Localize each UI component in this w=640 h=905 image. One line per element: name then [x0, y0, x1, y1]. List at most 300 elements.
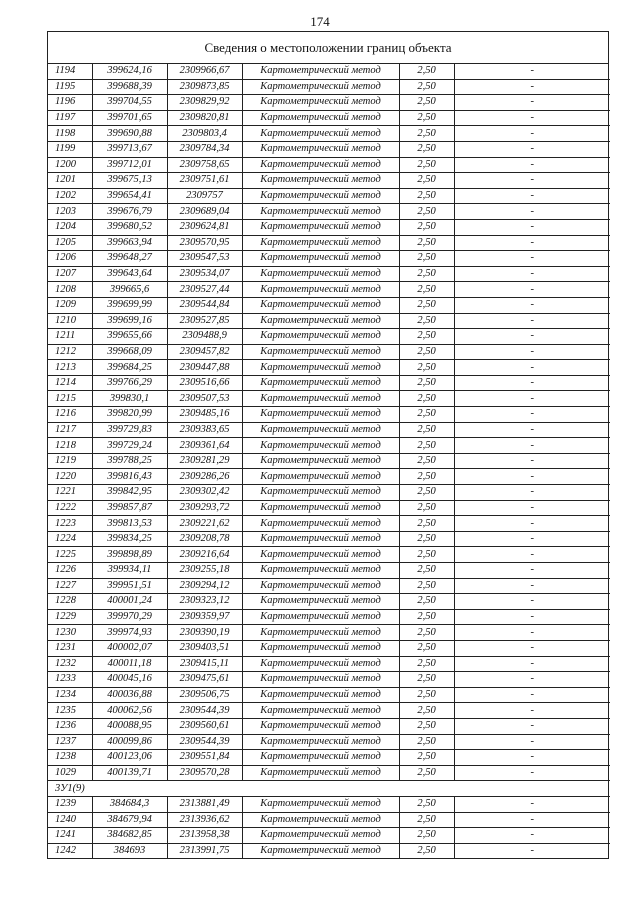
- y-coordinate-cell: 2309758,65: [167, 157, 242, 173]
- accuracy-cell: 2,50: [399, 500, 454, 516]
- accuracy-cell: 2,50: [399, 609, 454, 625]
- accuracy-cell: 2,50: [399, 796, 454, 812]
- y-coordinate-cell: 2309547,53: [167, 251, 242, 267]
- y-coordinate-cell: 2313991,75: [167, 843, 242, 858]
- y-coordinate-cell: 2313958,38: [167, 828, 242, 844]
- x-coordinate-cell: 399654,41: [92, 188, 167, 204]
- y-coordinate-cell: 2309323,12: [167, 594, 242, 610]
- point-number-cell: 1210: [48, 313, 92, 329]
- table-row: [48, 640, 610, 656]
- x-coordinate-cell: 400062,56: [92, 703, 167, 719]
- point-number-cell: 1232: [48, 656, 92, 672]
- method-cell: Картометрический метод: [242, 796, 399, 812]
- description-cell: -: [454, 438, 610, 454]
- point-number-cell: 1228: [48, 594, 92, 610]
- accuracy-cell: 2,50: [399, 126, 454, 142]
- description-cell: -: [454, 235, 610, 251]
- point-number-cell: 1224: [48, 531, 92, 547]
- method-cell: Картометрический метод: [242, 609, 399, 625]
- table-row: [48, 687, 610, 703]
- y-coordinate-cell: 2309689,04: [167, 204, 242, 220]
- accuracy-cell: 2,50: [399, 485, 454, 501]
- description-cell: -: [454, 375, 610, 391]
- table-row: [48, 235, 610, 251]
- method-cell: Картометрический метод: [242, 640, 399, 656]
- table-row: [48, 313, 610, 329]
- point-number-cell: 1197: [48, 110, 92, 126]
- accuracy-cell: 2,50: [399, 64, 454, 79]
- table-row: [48, 344, 610, 360]
- table-row: [48, 796, 610, 812]
- table-row: [48, 469, 610, 485]
- accuracy-cell: 2,50: [399, 141, 454, 157]
- y-coordinate-cell: 2309281,29: [167, 453, 242, 469]
- point-number-cell: 1239: [48, 796, 92, 812]
- accuracy-cell: 2,50: [399, 375, 454, 391]
- description-cell: -: [454, 656, 610, 672]
- description-cell: -: [454, 204, 610, 220]
- page-number: 174: [310, 14, 330, 29]
- y-coordinate-cell: 2309255,18: [167, 563, 242, 579]
- x-coordinate-cell: 399834,25: [92, 531, 167, 547]
- description-cell: -: [454, 843, 610, 858]
- y-coordinate-cell: 2309286,26: [167, 469, 242, 485]
- method-cell: Картометрический метод: [242, 266, 399, 282]
- table-row: [48, 672, 610, 688]
- x-coordinate-cell: 400036,88: [92, 687, 167, 703]
- accuracy-cell: 2,50: [399, 640, 454, 656]
- x-coordinate-cell: 399704,55: [92, 95, 167, 111]
- y-coordinate-cell: 2309475,61: [167, 672, 242, 688]
- x-coordinate-cell: 400002,07: [92, 640, 167, 656]
- y-coordinate-cell: 2309560,61: [167, 718, 242, 734]
- table-row: [48, 173, 610, 189]
- accuracy-cell: 2,50: [399, 531, 454, 547]
- x-coordinate-cell: 399898,89: [92, 547, 167, 563]
- accuracy-cell: 2,50: [399, 344, 454, 360]
- accuracy-cell: 2,50: [399, 516, 454, 532]
- y-coordinate-cell: 2309516,66: [167, 375, 242, 391]
- accuracy-cell: 2,50: [399, 672, 454, 688]
- y-coordinate-cell: 2309784,34: [167, 141, 242, 157]
- accuracy-cell: 2,50: [399, 828, 454, 844]
- accuracy-cell: 2,50: [399, 282, 454, 298]
- description-cell: -: [454, 563, 610, 579]
- point-number-cell: 1218: [48, 438, 92, 454]
- description-cell: -: [454, 531, 610, 547]
- accuracy-cell: 2,50: [399, 297, 454, 313]
- y-coordinate-cell: 2309488,9: [167, 329, 242, 345]
- x-coordinate-cell: 399712,01: [92, 157, 167, 173]
- accuracy-cell: 2,50: [399, 625, 454, 641]
- method-cell: Картометрический метод: [242, 329, 399, 345]
- y-coordinate-cell: 2309221,62: [167, 516, 242, 532]
- accuracy-cell: 2,50: [399, 578, 454, 594]
- table-row: [48, 734, 610, 750]
- method-cell: Картометрический метод: [242, 718, 399, 734]
- method-cell: Картометрический метод: [242, 687, 399, 703]
- point-number-cell: 1203: [48, 204, 92, 220]
- accuracy-cell: 2,50: [399, 703, 454, 719]
- description-cell: -: [454, 640, 610, 656]
- description-cell: -: [454, 765, 610, 781]
- y-coordinate-cell: 2309966,67: [167, 64, 242, 79]
- y-coordinate-cell: 2313936,62: [167, 812, 242, 828]
- x-coordinate-cell: 399655,66: [92, 329, 167, 345]
- x-coordinate-cell: 399668,09: [92, 344, 167, 360]
- method-cell: Картометрический метод: [242, 204, 399, 220]
- method-cell: Картометрический метод: [242, 516, 399, 532]
- accuracy-cell: 2,50: [399, 173, 454, 189]
- method-cell: Картометрический метод: [242, 656, 399, 672]
- method-cell: Картометрический метод: [242, 407, 399, 423]
- table-row: [48, 95, 610, 111]
- table-row: [48, 329, 610, 345]
- accuracy-cell: 2,50: [399, 79, 454, 95]
- x-coordinate-cell: 400123,06: [92, 750, 167, 766]
- x-coordinate-cell: 399766,29: [92, 375, 167, 391]
- point-number-cell: 1235: [48, 703, 92, 719]
- table-row: [48, 251, 610, 267]
- description-cell: -: [454, 391, 610, 407]
- method-cell: Картометрический метод: [242, 843, 399, 858]
- y-coordinate-cell: 2309570,95: [167, 235, 242, 251]
- table-row: [48, 141, 610, 157]
- description-cell: -: [454, 734, 610, 750]
- table-row: [48, 625, 610, 641]
- table-row: [48, 453, 610, 469]
- point-number-cell: 1227: [48, 578, 92, 594]
- description-cell: -: [454, 422, 610, 438]
- accuracy-cell: 2,50: [399, 235, 454, 251]
- point-number-cell: 1029: [48, 765, 92, 781]
- method-cell: Картометрический метод: [242, 469, 399, 485]
- x-coordinate-cell: 399816,43: [92, 469, 167, 485]
- coordinates-table: [48, 64, 610, 858]
- table-row: [48, 157, 610, 173]
- accuracy-cell: 2,50: [399, 110, 454, 126]
- accuracy-cell: 2,50: [399, 313, 454, 329]
- x-coordinate-cell: 399648,27: [92, 251, 167, 267]
- accuracy-cell: 2,50: [399, 204, 454, 220]
- y-coordinate-cell: 2309447,88: [167, 360, 242, 376]
- x-coordinate-cell: 399699,99: [92, 297, 167, 313]
- x-coordinate-cell: 400011,18: [92, 656, 167, 672]
- x-coordinate-cell: 399643,64: [92, 266, 167, 282]
- table-row: [48, 126, 610, 142]
- method-cell: Картометрический метод: [242, 453, 399, 469]
- point-number-cell: 1196: [48, 95, 92, 111]
- x-coordinate-cell: 399934,11: [92, 563, 167, 579]
- description-cell: -: [454, 126, 610, 142]
- point-number-cell: 1236: [48, 718, 92, 734]
- description-cell: -: [454, 157, 610, 173]
- method-cell: Картометрический метод: [242, 219, 399, 235]
- x-coordinate-cell: 399788,25: [92, 453, 167, 469]
- y-coordinate-cell: 2309544,84: [167, 297, 242, 313]
- x-coordinate-cell: 399820,99: [92, 407, 167, 423]
- method-cell: Картометрический метод: [242, 438, 399, 454]
- description-cell: -: [454, 578, 610, 594]
- table-row: [48, 282, 610, 298]
- table-row: [48, 79, 610, 95]
- point-number-cell: 1217: [48, 422, 92, 438]
- boundary-table-sheet: [47, 31, 609, 859]
- x-coordinate-cell: 399830,1: [92, 391, 167, 407]
- x-coordinate-cell: 399813,53: [92, 516, 167, 532]
- y-coordinate-cell: 2309624,81: [167, 219, 242, 235]
- point-number-cell: 1223: [48, 516, 92, 532]
- method-cell: Картометрический метод: [242, 734, 399, 750]
- table-row: [48, 500, 610, 516]
- description-cell: -: [454, 625, 610, 641]
- table-row: [48, 531, 610, 547]
- x-coordinate-cell: 400001,24: [92, 594, 167, 610]
- method-cell: Картометрический метод: [242, 344, 399, 360]
- point-number-cell: 1194: [48, 64, 92, 79]
- method-cell: Картометрический метод: [242, 672, 399, 688]
- table-row: [48, 516, 610, 532]
- table-row: [48, 188, 610, 204]
- accuracy-cell: 2,50: [399, 188, 454, 204]
- point-number-cell: 1200: [48, 157, 92, 173]
- x-coordinate-cell: 399699,16: [92, 313, 167, 329]
- y-coordinate-cell: 2309544,39: [167, 734, 242, 750]
- method-cell: Картометрический метод: [242, 79, 399, 95]
- y-coordinate-cell: 2309415,11: [167, 656, 242, 672]
- method-cell: Картометрический метод: [242, 251, 399, 267]
- point-number-cell: 1195: [48, 79, 92, 95]
- y-coordinate-cell: 2309302,42: [167, 485, 242, 501]
- table-row: [48, 828, 610, 844]
- method-cell: Картометрический метод: [242, 95, 399, 111]
- point-number-cell: 1207: [48, 266, 92, 282]
- point-number-cell: 1233: [48, 672, 92, 688]
- table-row: [48, 297, 610, 313]
- description-cell: -: [454, 469, 610, 485]
- table-row: [48, 219, 610, 235]
- description-cell: -: [454, 594, 610, 610]
- section-row: [48, 781, 610, 797]
- description-cell: -: [454, 219, 610, 235]
- x-coordinate-cell: 399729,24: [92, 438, 167, 454]
- point-number-cell: 1226: [48, 563, 92, 579]
- y-coordinate-cell: 2309829,92: [167, 95, 242, 111]
- point-number-cell: 1222: [48, 500, 92, 516]
- table-row: [48, 422, 610, 438]
- x-coordinate-cell: 399713,67: [92, 141, 167, 157]
- method-cell: Картометрический метод: [242, 173, 399, 189]
- method-cell: Картометрический метод: [242, 110, 399, 126]
- description-cell: -: [454, 718, 610, 734]
- y-coordinate-cell: 2309293,72: [167, 500, 242, 516]
- point-number-cell: 1212: [48, 344, 92, 360]
- method-cell: Картометрический метод: [242, 360, 399, 376]
- method-cell: Картометрический метод: [242, 235, 399, 251]
- description-cell: -: [454, 251, 610, 267]
- y-coordinate-cell: 2309534,07: [167, 266, 242, 282]
- y-coordinate-cell: 2309507,53: [167, 391, 242, 407]
- description-cell: -: [454, 64, 610, 79]
- method-cell: Картометрический метод: [242, 812, 399, 828]
- y-coordinate-cell: 2309570,28: [167, 765, 242, 781]
- description-cell: -: [454, 485, 610, 501]
- accuracy-cell: 2,50: [399, 329, 454, 345]
- table-title: Сведения о местоположении границ объекта: [48, 32, 608, 64]
- accuracy-cell: 2,50: [399, 422, 454, 438]
- point-number-cell: 1241: [48, 828, 92, 844]
- x-coordinate-cell: 399675,13: [92, 173, 167, 189]
- method-cell: Картометрический метод: [242, 500, 399, 516]
- description-cell: -: [454, 173, 610, 189]
- table-row: [48, 843, 610, 858]
- point-number-cell: 1204: [48, 219, 92, 235]
- method-cell: Картометрический метод: [242, 313, 399, 329]
- description-cell: -: [454, 453, 610, 469]
- y-coordinate-cell: 2309551,84: [167, 750, 242, 766]
- description-cell: -: [454, 812, 610, 828]
- y-coordinate-cell: 2309383,65: [167, 422, 242, 438]
- point-number-cell: 1240: [48, 812, 92, 828]
- accuracy-cell: 2,50: [399, 251, 454, 267]
- description-cell: -: [454, 313, 610, 329]
- point-number-cell: 1219: [48, 453, 92, 469]
- point-number-cell: 1238: [48, 750, 92, 766]
- x-coordinate-cell: 400088,95: [92, 718, 167, 734]
- description-cell: -: [454, 407, 610, 423]
- x-coordinate-cell: 400139,71: [92, 765, 167, 781]
- method-cell: Картометрический метод: [242, 750, 399, 766]
- x-coordinate-cell: 384679,94: [92, 812, 167, 828]
- accuracy-cell: 2,50: [399, 95, 454, 111]
- table-row: [48, 750, 610, 766]
- description-cell: -: [454, 329, 610, 345]
- point-number-cell: 1225: [48, 547, 92, 563]
- method-cell: Картометрический метод: [242, 531, 399, 547]
- table-row: [48, 656, 610, 672]
- section-label: 3У1(9): [48, 781, 610, 797]
- y-coordinate-cell: 2309751,61: [167, 173, 242, 189]
- description-cell: -: [454, 141, 610, 157]
- method-cell: Картометрический метод: [242, 188, 399, 204]
- accuracy-cell: 2,50: [399, 469, 454, 485]
- accuracy-cell: 2,50: [399, 687, 454, 703]
- table-row: [48, 765, 610, 781]
- x-coordinate-cell: 399974,93: [92, 625, 167, 641]
- y-coordinate-cell: 2309390,19: [167, 625, 242, 641]
- accuracy-cell: 2,50: [399, 157, 454, 173]
- y-coordinate-cell: 2309757: [167, 188, 242, 204]
- description-cell: -: [454, 687, 610, 703]
- accuracy-cell: 2,50: [399, 563, 454, 579]
- method-cell: Картометрический метод: [242, 375, 399, 391]
- accuracy-cell: 2,50: [399, 438, 454, 454]
- description-cell: -: [454, 828, 610, 844]
- table-row: [48, 703, 610, 719]
- accuracy-cell: 2,50: [399, 360, 454, 376]
- description-cell: -: [454, 609, 610, 625]
- description-cell: -: [454, 282, 610, 298]
- description-cell: -: [454, 266, 610, 282]
- accuracy-cell: 2,50: [399, 266, 454, 282]
- y-coordinate-cell: 2309294,12: [167, 578, 242, 594]
- accuracy-cell: 2,50: [399, 750, 454, 766]
- table-row: [48, 438, 610, 454]
- x-coordinate-cell: 400099,86: [92, 734, 167, 750]
- accuracy-cell: 2,50: [399, 656, 454, 672]
- x-coordinate-cell: 399676,79: [92, 204, 167, 220]
- method-cell: Картометрический метод: [242, 297, 399, 313]
- table-row: [48, 375, 610, 391]
- description-cell: -: [454, 516, 610, 532]
- y-coordinate-cell: 2309359,97: [167, 609, 242, 625]
- x-coordinate-cell: 384682,85: [92, 828, 167, 844]
- method-cell: Картометрический метод: [242, 547, 399, 563]
- point-number-cell: 1209: [48, 297, 92, 313]
- description-cell: -: [454, 297, 610, 313]
- description-cell: -: [454, 360, 610, 376]
- accuracy-cell: 2,50: [399, 765, 454, 781]
- table-row: [48, 204, 610, 220]
- y-coordinate-cell: 2309803,4: [167, 126, 242, 142]
- x-coordinate-cell: 399690,88: [92, 126, 167, 142]
- method-cell: Картометрический метод: [242, 828, 399, 844]
- point-number-cell: 1202: [48, 188, 92, 204]
- table-row: [48, 594, 610, 610]
- point-number-cell: 1231: [48, 640, 92, 656]
- point-number-cell: 1199: [48, 141, 92, 157]
- table-row: [48, 485, 610, 501]
- point-number-cell: 1201: [48, 173, 92, 189]
- table-row: [48, 812, 610, 828]
- y-coordinate-cell: 2309216,64: [167, 547, 242, 563]
- table-row: [48, 578, 610, 594]
- point-number-cell: 1237: [48, 734, 92, 750]
- accuracy-cell: 2,50: [399, 734, 454, 750]
- point-number-cell: 1214: [48, 375, 92, 391]
- table-row: [48, 266, 610, 282]
- y-coordinate-cell: 2309527,85: [167, 313, 242, 329]
- table-row: [48, 547, 610, 563]
- description-cell: -: [454, 110, 610, 126]
- accuracy-cell: 2,50: [399, 391, 454, 407]
- point-number-cell: 1229: [48, 609, 92, 625]
- y-coordinate-cell: 2309544,39: [167, 703, 242, 719]
- accuracy-cell: 2,50: [399, 453, 454, 469]
- point-number-cell: 1242: [48, 843, 92, 858]
- accuracy-cell: 2,50: [399, 594, 454, 610]
- accuracy-cell: 2,50: [399, 407, 454, 423]
- point-number-cell: 1198: [48, 126, 92, 142]
- method-cell: Картометрический метод: [242, 563, 399, 579]
- point-number-cell: 1206: [48, 251, 92, 267]
- table-row: [48, 718, 610, 734]
- accuracy-cell: 2,50: [399, 219, 454, 235]
- accuracy-cell: 2,50: [399, 547, 454, 563]
- x-coordinate-cell: 399624,16: [92, 64, 167, 79]
- x-coordinate-cell: 399665,6: [92, 282, 167, 298]
- y-coordinate-cell: 2313881,49: [167, 796, 242, 812]
- description-cell: -: [454, 79, 610, 95]
- description-cell: -: [454, 672, 610, 688]
- x-coordinate-cell: 399729,83: [92, 422, 167, 438]
- method-cell: Картометрический метод: [242, 485, 399, 501]
- y-coordinate-cell: 2309208,78: [167, 531, 242, 547]
- x-coordinate-cell: 399701,65: [92, 110, 167, 126]
- method-cell: Картометрический метод: [242, 64, 399, 79]
- method-cell: Картометрический метод: [242, 765, 399, 781]
- accuracy-cell: 2,50: [399, 812, 454, 828]
